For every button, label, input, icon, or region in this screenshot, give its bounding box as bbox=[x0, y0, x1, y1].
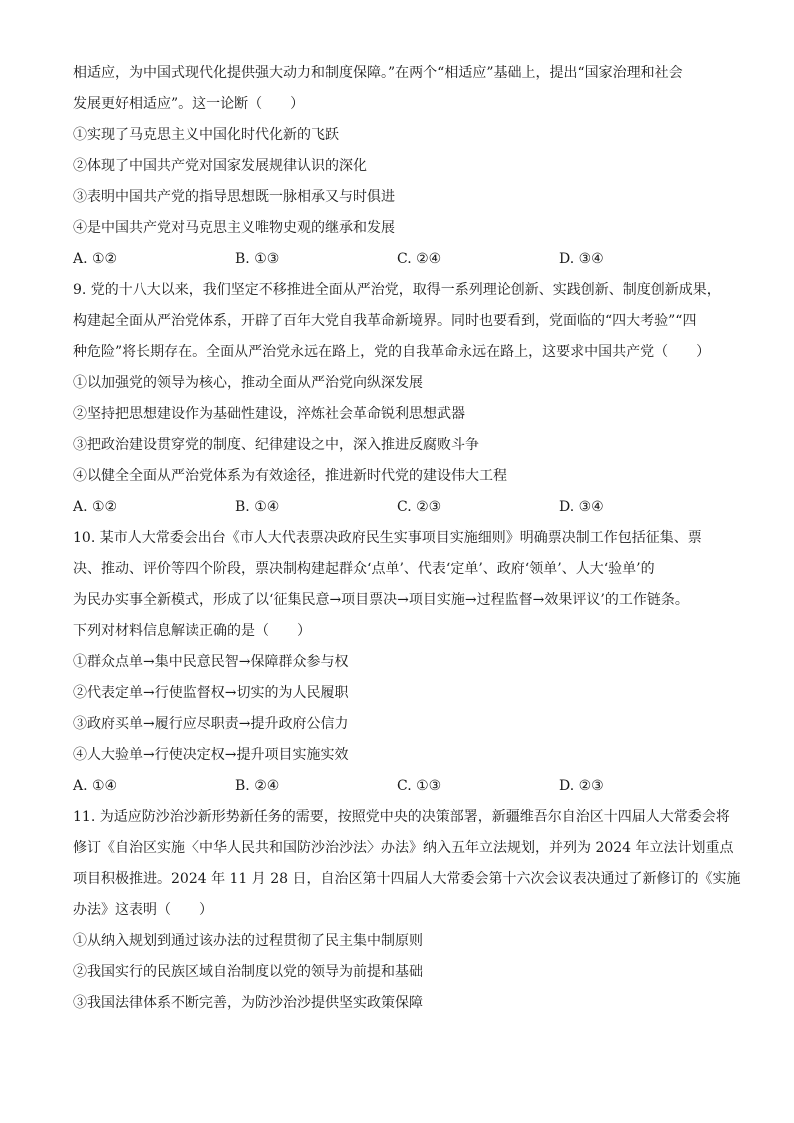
question-stem-line: 11. 为适应防沙治沙新形势新任务的需要，按照党中央的决策部署，新疆维吾尔自治区十四届人大常委会将 bbox=[73, 809, 730, 825]
question-stem-line: 种危险”将长期存在。全面从严治党永远在路上，党的自我革命永远在路上，这要求中国共产党（ ） bbox=[73, 344, 711, 360]
question-stem-line: 下列对材料信息解读正确的是（ ） bbox=[73, 623, 311, 639]
question-11 bbox=[73, 802, 741, 1019]
answer-options bbox=[73, 244, 723, 275]
option-a: A. ①② bbox=[73, 499, 118, 515]
statement-item: ④是中国共产党对马克思主义唯物史观的继承和发展 bbox=[73, 220, 395, 236]
question-stem-line: 相适应，为中国式现代化提供强大动力和制度保障。”在两个“相适应”基础上，提出“国家治理和社会 bbox=[73, 65, 683, 81]
option-d: D. ②③ bbox=[559, 778, 604, 794]
question-10 bbox=[73, 523, 723, 802]
question-8 bbox=[73, 58, 723, 275]
statement-item: ③政府买单→履行应尽职责→提升政府公信力 bbox=[73, 716, 349, 732]
statement-item: ②代表定单→行使监督权→切实的为人民履职 bbox=[73, 685, 349, 701]
exam-page bbox=[73, 58, 741, 1019]
question-stem-line: 9. 党的十八大以来，我们坚定不移推进全面从严治党，取得一系列理论创新、实践创新、制度创新成果， bbox=[73, 282, 721, 298]
statement-item: ④以健全全面从严治党体系为有效途径，推进新时代党的建设伟大工程 bbox=[73, 468, 507, 484]
statement-item: ②体现了中国共产党对国家发展规律认识的深化 bbox=[73, 158, 367, 174]
statement-item: ②坚持把思想建设作为基础性建设，淬炼社会革命锐利思想武器 bbox=[73, 406, 465, 422]
statement-item: ③表明中国共产党的指导思想既一脉相承又与时俱进 bbox=[73, 189, 395, 205]
statement-item: ①群众点单→集中民意民智→保障群众参与权 bbox=[73, 654, 349, 670]
option-d: D. ③④ bbox=[559, 251, 604, 267]
option-b: B. ②④ bbox=[235, 778, 280, 794]
option-b: B. ①④ bbox=[235, 499, 280, 515]
statement-item: ③我国法律体系不断完善，为防沙治沙提供坚实政策保障 bbox=[73, 995, 423, 1011]
question-stem-line: 发展更好相适应”。这一论断（ ） bbox=[73, 96, 305, 112]
answer-options bbox=[73, 771, 723, 802]
question-stem-line: 项目积极推进。2024 年 11 月 28 日，自治区第十四届人大常委会第十六次会议表决通过了新修订的《实施 bbox=[73, 871, 741, 887]
statement-item: ③把政治建设贯穿党的制度、纪律建设之中，深入推进反腐败斗争 bbox=[73, 437, 479, 453]
option-c: C. ①③ bbox=[397, 778, 442, 794]
statement-item: ①从纳入规划到通过该办法的过程贯彻了民主集中制原则 bbox=[73, 933, 423, 949]
question-9 bbox=[73, 275, 723, 523]
question-stem-line: 办法》这表明（ ） bbox=[73, 902, 213, 918]
statement-item: ②我国实行的民族区域自治制度以党的领导为前提和基础 bbox=[73, 964, 423, 980]
question-stem-line: 为民办实事全新模式，形成了以‘征集民意→项目票决→项目实施→过程监督→效果评议’的工作链条。 bbox=[73, 592, 689, 608]
option-a: A. ①④ bbox=[73, 778, 118, 794]
option-b: B. ①③ bbox=[235, 251, 280, 267]
option-c: C. ②④ bbox=[397, 251, 442, 267]
answer-options bbox=[73, 492, 723, 523]
option-c: C. ②③ bbox=[397, 499, 442, 515]
option-a: A. ①② bbox=[73, 251, 118, 267]
statement-item: ①实现了马克思主义中国化时代化新的飞跃 bbox=[73, 127, 339, 143]
question-stem-line: 决、推动、评价等四个阶段，票决制构建起群众‘点单’、代表‘定单’、政府‘领单’、人大‘验单’的 bbox=[73, 561, 655, 577]
question-stem-line: 10. 某市人大常委会出台《市人大代表票决政府民生实事项目实施细则》明确票决制工作包括征集、票 bbox=[73, 530, 702, 546]
question-stem-line: 构建起全面从严治党体系，开辟了百年大党自我革命新境界。同时也要看到，党面临的“四大考验”“四 bbox=[73, 313, 697, 329]
option-d: D. ③④ bbox=[559, 499, 604, 515]
question-stem-line: 修订《自治区实施〈中华人民共和国防沙治沙法〉办法》纳入五年立法规划，并列为 2024 年立法计划重点 bbox=[73, 840, 734, 856]
statement-item: ④人大验单→行使决定权→提升项目实施实效 bbox=[73, 747, 349, 763]
statement-item: ①以加强党的领导为核心，推动全面从严治党向纵深发展 bbox=[73, 375, 423, 391]
